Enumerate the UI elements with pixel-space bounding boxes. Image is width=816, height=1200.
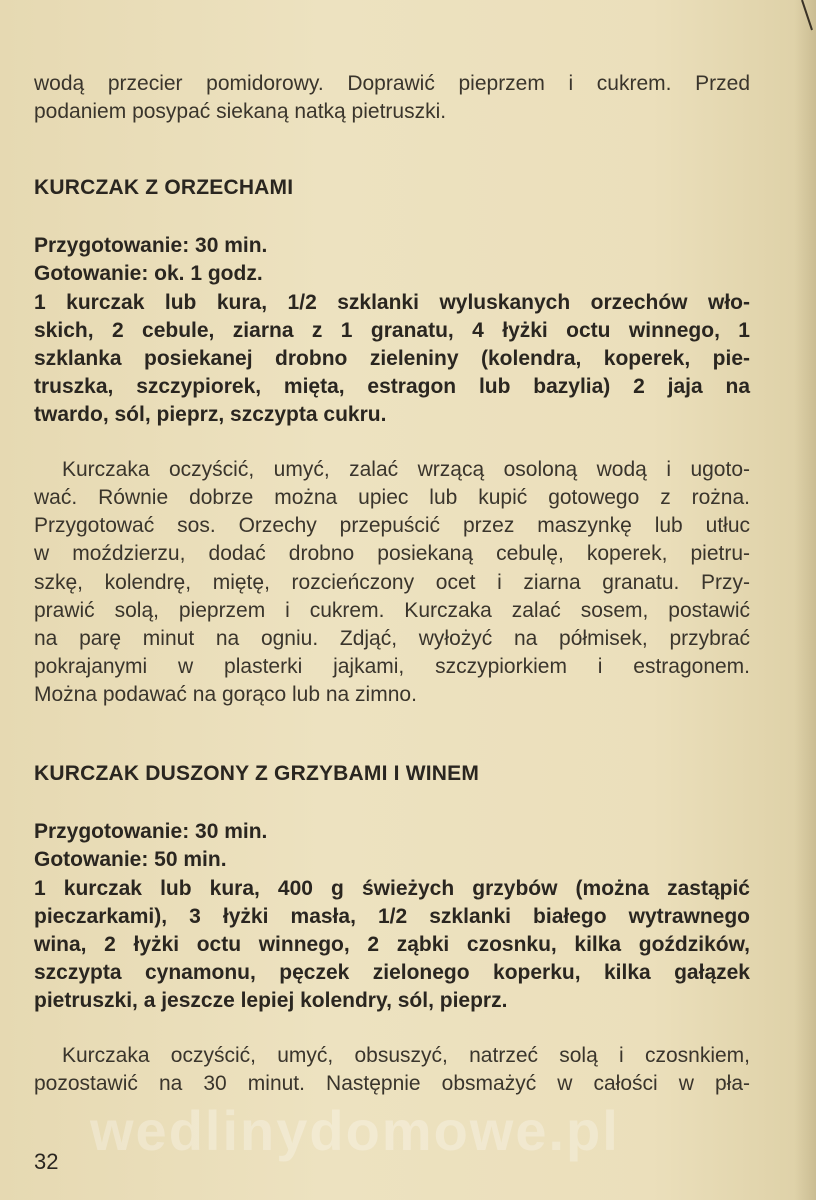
method-line: Można podawać na gorąco lub na zimno. <box>34 683 417 706</box>
cook-time: Gotowanie: ok. 1 godz. <box>34 262 263 285</box>
page-corner-mark <box>800 0 814 60</box>
prep-time: Przygotowanie: 30 min. <box>34 234 268 257</box>
method-line: wać. Równie dobrze można upiec lub kupić gotowego z rożna. <box>34 486 750 509</box>
recipe-title: KURCZAK Z ORZECHAMI <box>34 176 294 199</box>
text-line: wodą przecier pomidorowy. Doprawić pieprzem i cukrem. Przed <box>34 72 750 95</box>
method-line: szkę, kolendrę, miętę, rozcieńczony ocet i ziarna granatu. Przy- <box>34 571 750 594</box>
text-line: podaniem posypać siekaną natką pietruszki. <box>34 100 447 123</box>
method-line: w moździerzu, dodać drobno posiekaną cebulę, koperek, pietru- <box>34 542 750 565</box>
ingredient-line: pieczarkami), 3 łyżki masła, 1/2 szklanki białego wytrawnego <box>34 905 750 928</box>
watermark: wedlinydomowe.pl <box>90 1099 620 1162</box>
ingredient-line: skich, 2 cebule, ziarna z 1 granatu, 4 łyżki octu winnego, 1 <box>34 319 750 342</box>
ingredient-line: 1 kurczak lub kura, 400 g świeżych grzybów (można zastąpić <box>34 877 750 900</box>
ingredient-line: truszka, szczypiorek, mięta, estragon lub bazylia) 2 jaja na <box>34 375 750 398</box>
method-line: pokrajanymi w plasterki jajkami, szczypiorkiem i estragonem. <box>34 655 750 678</box>
method-line: pozostawić na 30 minut. Następnie obsmażyć w całości w pła- <box>34 1072 750 1095</box>
ingredient-line: 1 kurczak lub kura, 1/2 szklanki wyluskanych orzechów wło- <box>34 291 750 314</box>
page-edge-shadow <box>794 0 816 1200</box>
method-line: Kurczaka oczyścić, umyć, obsuszyć, natrzeć solą i czosnkiem, <box>62 1044 750 1067</box>
method-line: Kurczaka oczyścić, umyć, zalać wrzącą osoloną wodą i ugoto- <box>62 458 750 481</box>
method-line: prawić solą, pieprzem i cukrem. Kurczaka zalać sosem, postawić <box>34 599 750 622</box>
ingredient-line: twardo, sól, pieprz, szczypta cukru. <box>34 403 387 426</box>
prep-time: Przygotowanie: 30 min. <box>34 820 268 843</box>
page-number: 32 <box>34 1149 59 1174</box>
method-line: Przygotować sos. Orzechy przepuścić przez maszynkę lub utłuc <box>34 514 750 537</box>
ingredient-line: pietruszki, a jeszcze lepiej kolendry, sól, pieprz. <box>34 989 508 1012</box>
ingredient-line: wina, 2 łyżki octu winnego, 2 ząbki czosnku, kilka goździków, <box>34 933 750 956</box>
cook-time: Gotowanie: 50 min. <box>34 848 227 871</box>
recipe-title: KURCZAK DUSZONY Z GRZYBAMI I WINEM <box>34 762 480 785</box>
ingredient-line: szczypta cynamonu, pęczek zielonego koperku, kilka gałązek <box>34 961 750 984</box>
method-line: na parę minut na ogniu. Zdjąć, wyłożyć na półmisek, przybrać <box>34 627 750 650</box>
ingredient-line: szklanka posiekanej drobno zieleniny (kolendra, koperek, pie- <box>34 347 750 370</box>
